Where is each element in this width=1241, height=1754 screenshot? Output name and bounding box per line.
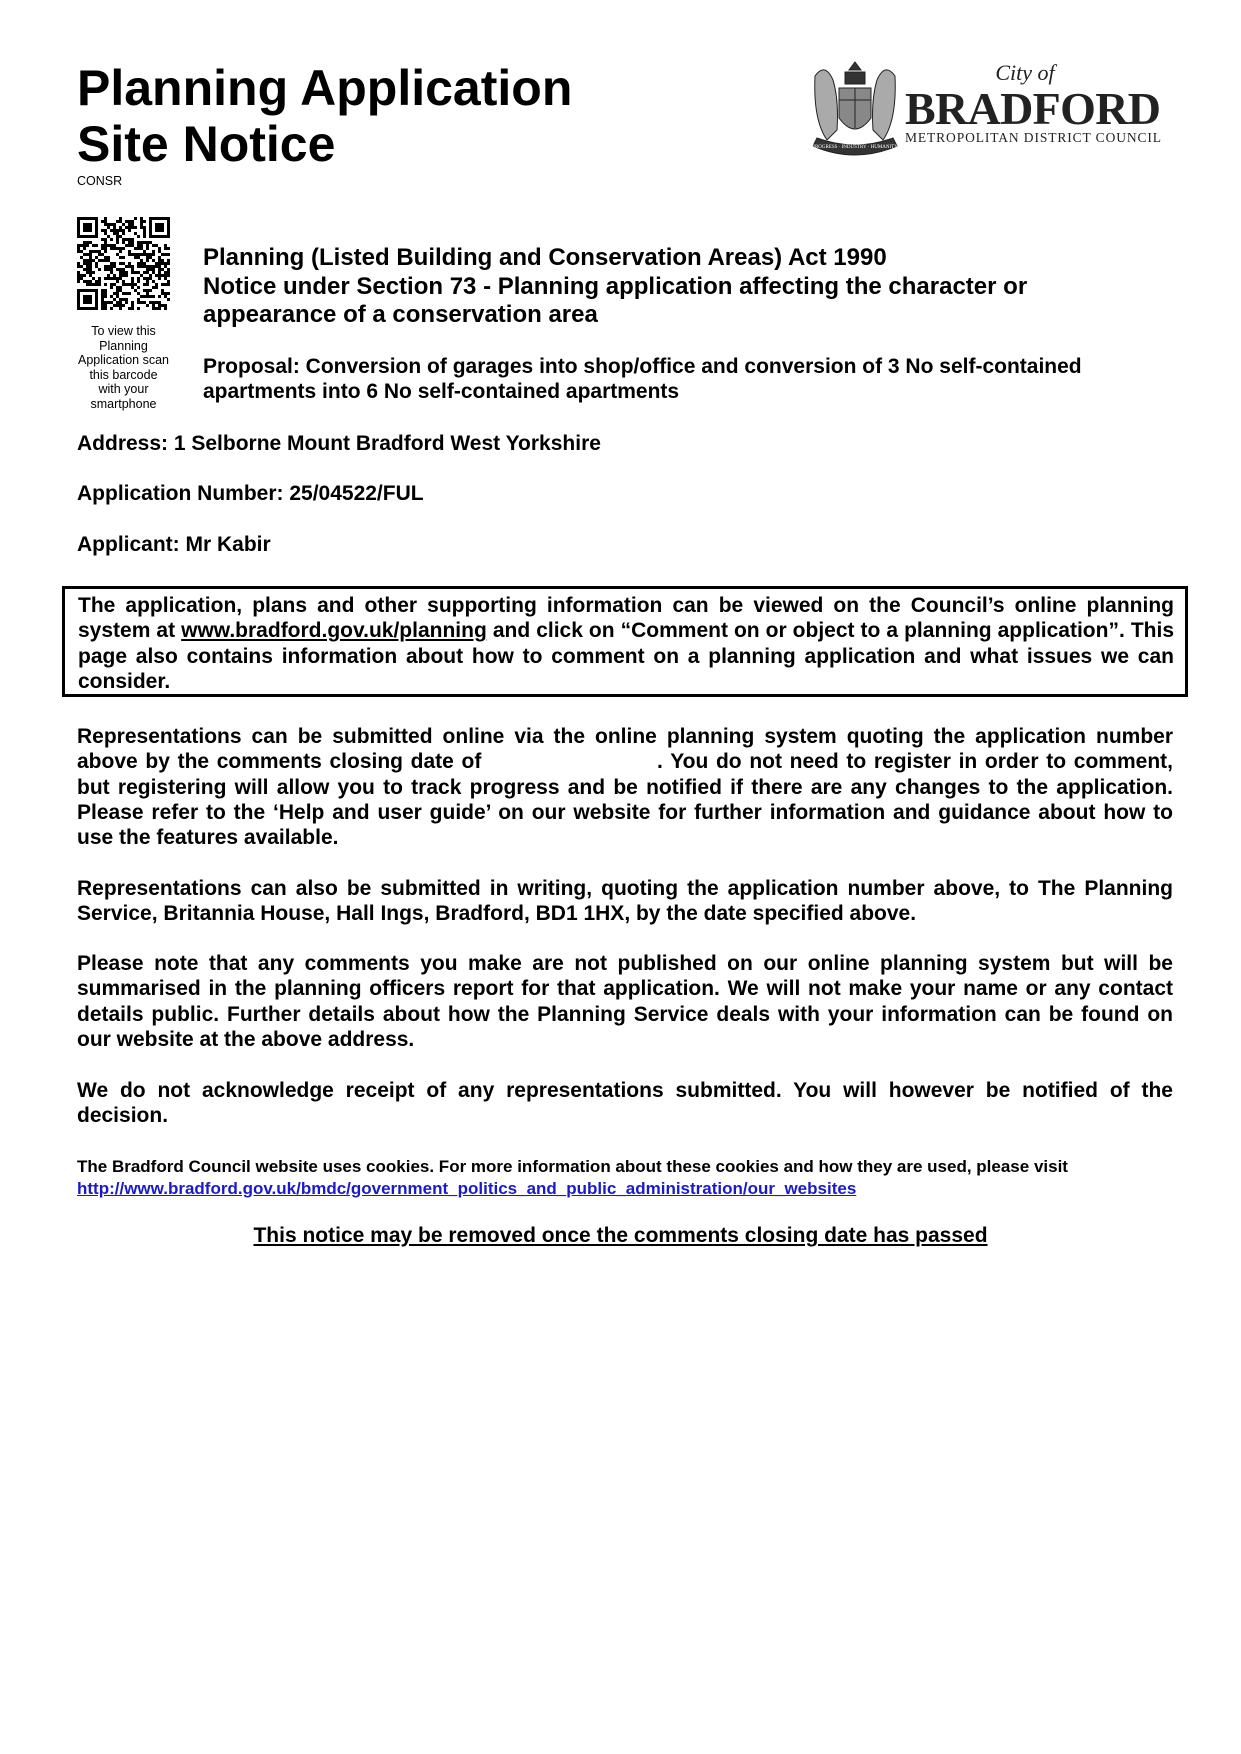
qr-caption-line: smartphone [90,396,157,411]
act-title: Planning (Listed Building and Conservation Areas) Act 1990 [203,244,887,271]
address: Address: 1 Selborne Mount Bradford West Yorkshire [77,432,601,455]
svg-text:PROGRESS · INDUSTRY · HUMANITY: PROGRESS · INDUSTRY · HUMANITY [812,145,898,150]
section-notice: Notice under Section 73 - Planning application affecting the character or appearance of a conservation area [203,272,1028,328]
page-title [77,60,572,172]
cookie-notice [77,1156,1173,1199]
proposal: Proposal: Conversion of garages into shop/office and conversion of 3 No self-contained apartments into 6 No self-contained apartments [203,355,1082,403]
qr-caption-line: Planning [99,338,148,353]
info-box-text [78,593,1174,694]
logo-city-of: City of [995,60,1055,85]
qr-code[interactable] [77,217,170,310]
info-text: The application, plans and other supporting information can be viewed on the Council’s online planning system at [78,594,1174,643]
title-line-2: Site Notice [77,116,336,172]
info-box [62,586,1188,697]
online-representations-paragraph [77,724,1173,850]
title-line-1: Planning Application [77,60,573,116]
cookie-text: The Bradford Council website uses cookies. For more information about these cookies and how they are used, please visit [77,1157,1068,1176]
notice-code: CONSR [77,174,123,188]
applicant: Applicant: Mr Kabir [77,533,271,556]
act-heading [203,244,1103,330]
logo-subtitle: METROPOLITAN DISTRICT COUNCIL [905,130,1161,145]
qr-caption [77,324,170,411]
info-text: and click on “Comment on or object to a planning application”. This page also contains information about how to comment on a planning application and what issues we can consider. [78,619,1174,693]
qr-caption-line: Application scan [77,353,170,367]
privacy-paragraph: Please note that any comments you make are not published on our online planning system but will be summarised in the planning officers report for that application. We will not make your name or any contact details public. Further details about how the Planning Service deals with your information can be found on our website at the above address. [77,952,1173,1051]
cookie-info-link[interactable]: http://www.bradford.gov.uk/bmdc/government_politics_and_public_administration/our_websites [77,1178,857,1198]
acknowledgement-paragraph: We do not acknowledge receipt of any representations submitted. You will however be notified of the decision. [77,1079,1173,1128]
written-representations-paragraph: Representations can also be submitted in writing, quoting the application number above, to The Planning Service, Britannia House, Hall Ings, Bradford, BD1 1HX, by the date specified above. [77,877,1173,926]
paragraph-text: . You do not need to register in order to comment, but registering will allow you to track progress and be notified if there are any changes to the application. Please refer to the ‘Help and user guide’ on our website for further information and guidance about how to use the features available. [77,750,1173,850]
paragraph-text: Representations can be submitted online via the online planning system quoting the application number above by the comments closing date of [77,725,1173,774]
qr-caption-line: with your [98,382,149,396]
removal-notice: This notice may be removed once the comments closing date has passed [253,1224,988,1247]
qr-caption-line: this barcode [89,367,158,382]
qr-caption-line: To view this [91,324,156,338]
coat-of-arms-icon [805,56,1177,164]
logo-name: BRADFORD [905,83,1161,134]
bradford-council-logo [805,56,1177,164]
application-number: Application Number: 25/04522/FUL [77,482,424,505]
planning-link[interactable]: www.bradford.gov.uk/planning [181,619,487,643]
